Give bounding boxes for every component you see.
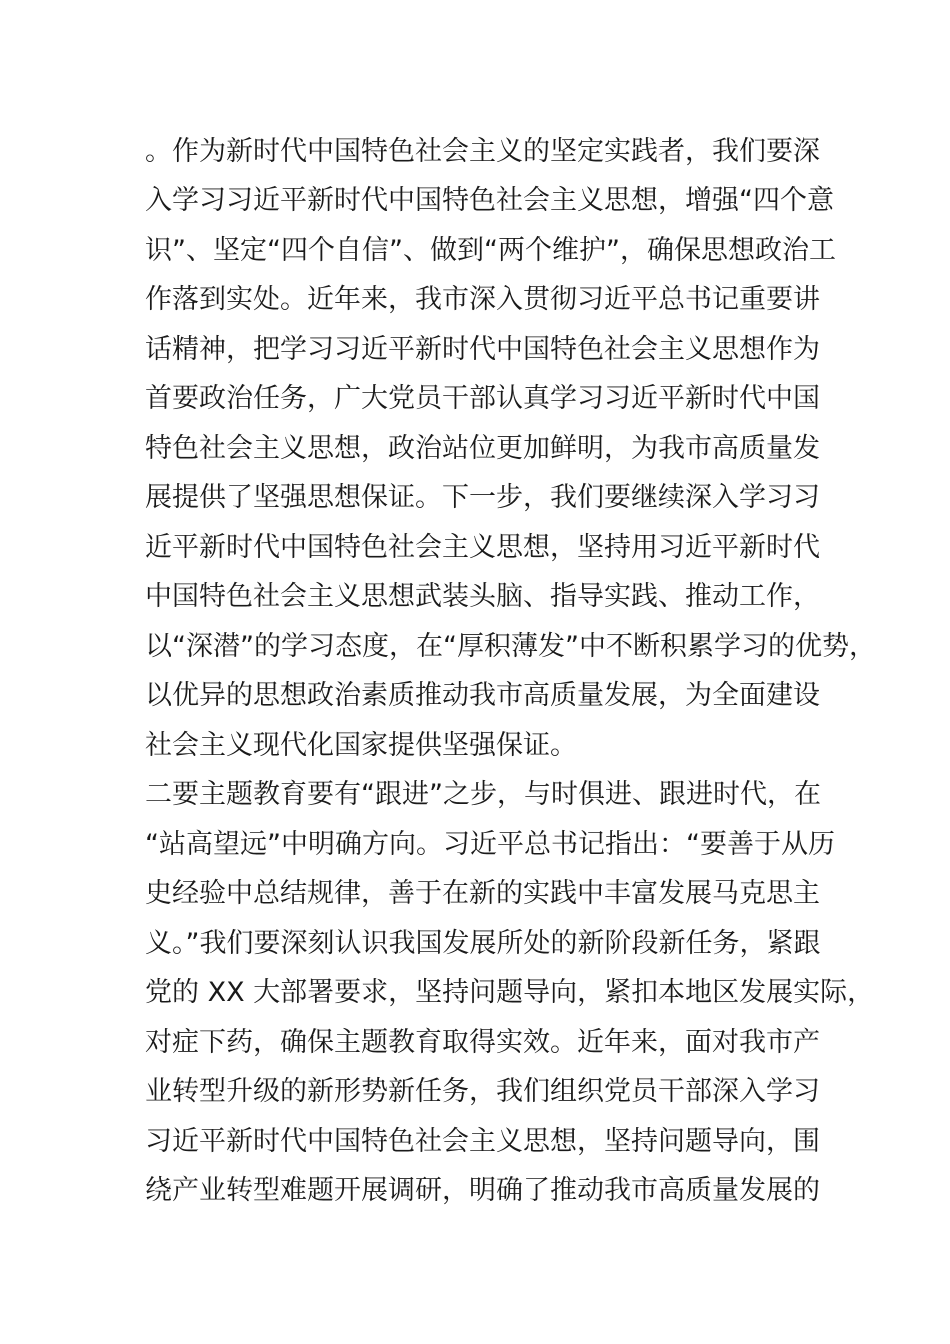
text-line: 话精神，把学习习近平新时代中国特色社会主义思想作为 [145,334,820,365]
text-line: 习近平新时代中国特色社会主义思想，坚持问题导向，围 [145,1126,820,1157]
text-line: 以“深潜”的学习态度，在“厚积薄发”中不断积累学习的优势， [145,631,876,662]
text-line: 党的 XX 大部署要求，坚持问题导向，紧扣本地区发展实际， [145,977,875,1008]
text-line: 二要主题教育要有“跟进”之步，与时俱进、跟进时代，在 [145,779,821,810]
text-line: 入学习习近平新时代中国特色社会主义思想，增强“四个意 [145,185,834,216]
text-line: 首要政治任务，广大党员干部认真学习习近平新时代中国 [145,383,820,414]
text-line: 社会主义现代化国家提供坚强保证。 [145,730,577,761]
text-line: 近平新时代中国特色社会主义思想，坚持用习近平新时代 [145,532,820,563]
text-line: 。作为新时代中国特色社会主义的坚定实践者，我们要深 [145,136,820,167]
text-line: “站高望远”中明确方向。习近平总书记指出：“要善于从历 [145,829,835,860]
text-line: 绕产业转型难题开展调研，明确了推动我市高质量发展的 [145,1175,820,1206]
text-line: 业转型升级的新形势新任务，我们组织党员干部深入学习 [145,1076,820,1107]
text-line: 识”、坚定“四个自信”、做到“两个维护”，确保思想政治工 [145,235,836,266]
text-line: 以优异的思想政治素质推动我市高质量发展，为全面建设 [145,680,820,711]
text-line: 史经验中总结规律，善于在新的实践中丰富发展马克思主 [145,878,820,909]
text-line: 特色社会主义思想，政治站位更加鲜明，为我市高质量发 [145,433,820,464]
text-line: 义。”我们要深刻认识我国发展所处的新阶段新任务，紧跟 [145,928,821,959]
text-line: 展提供了坚强思想保证。下一步，我们要继续深入学习习 [145,482,820,513]
text-line: 中国特色社会主义思想武装头脑、指导实践、推动工作， [145,581,820,612]
text-line: 作落到实处。近年来，我市深入贯彻习近平总书记重要讲 [145,284,820,315]
text-line: 对症下药，确保主题教育取得实效。近年来，面对我市产 [145,1027,820,1058]
